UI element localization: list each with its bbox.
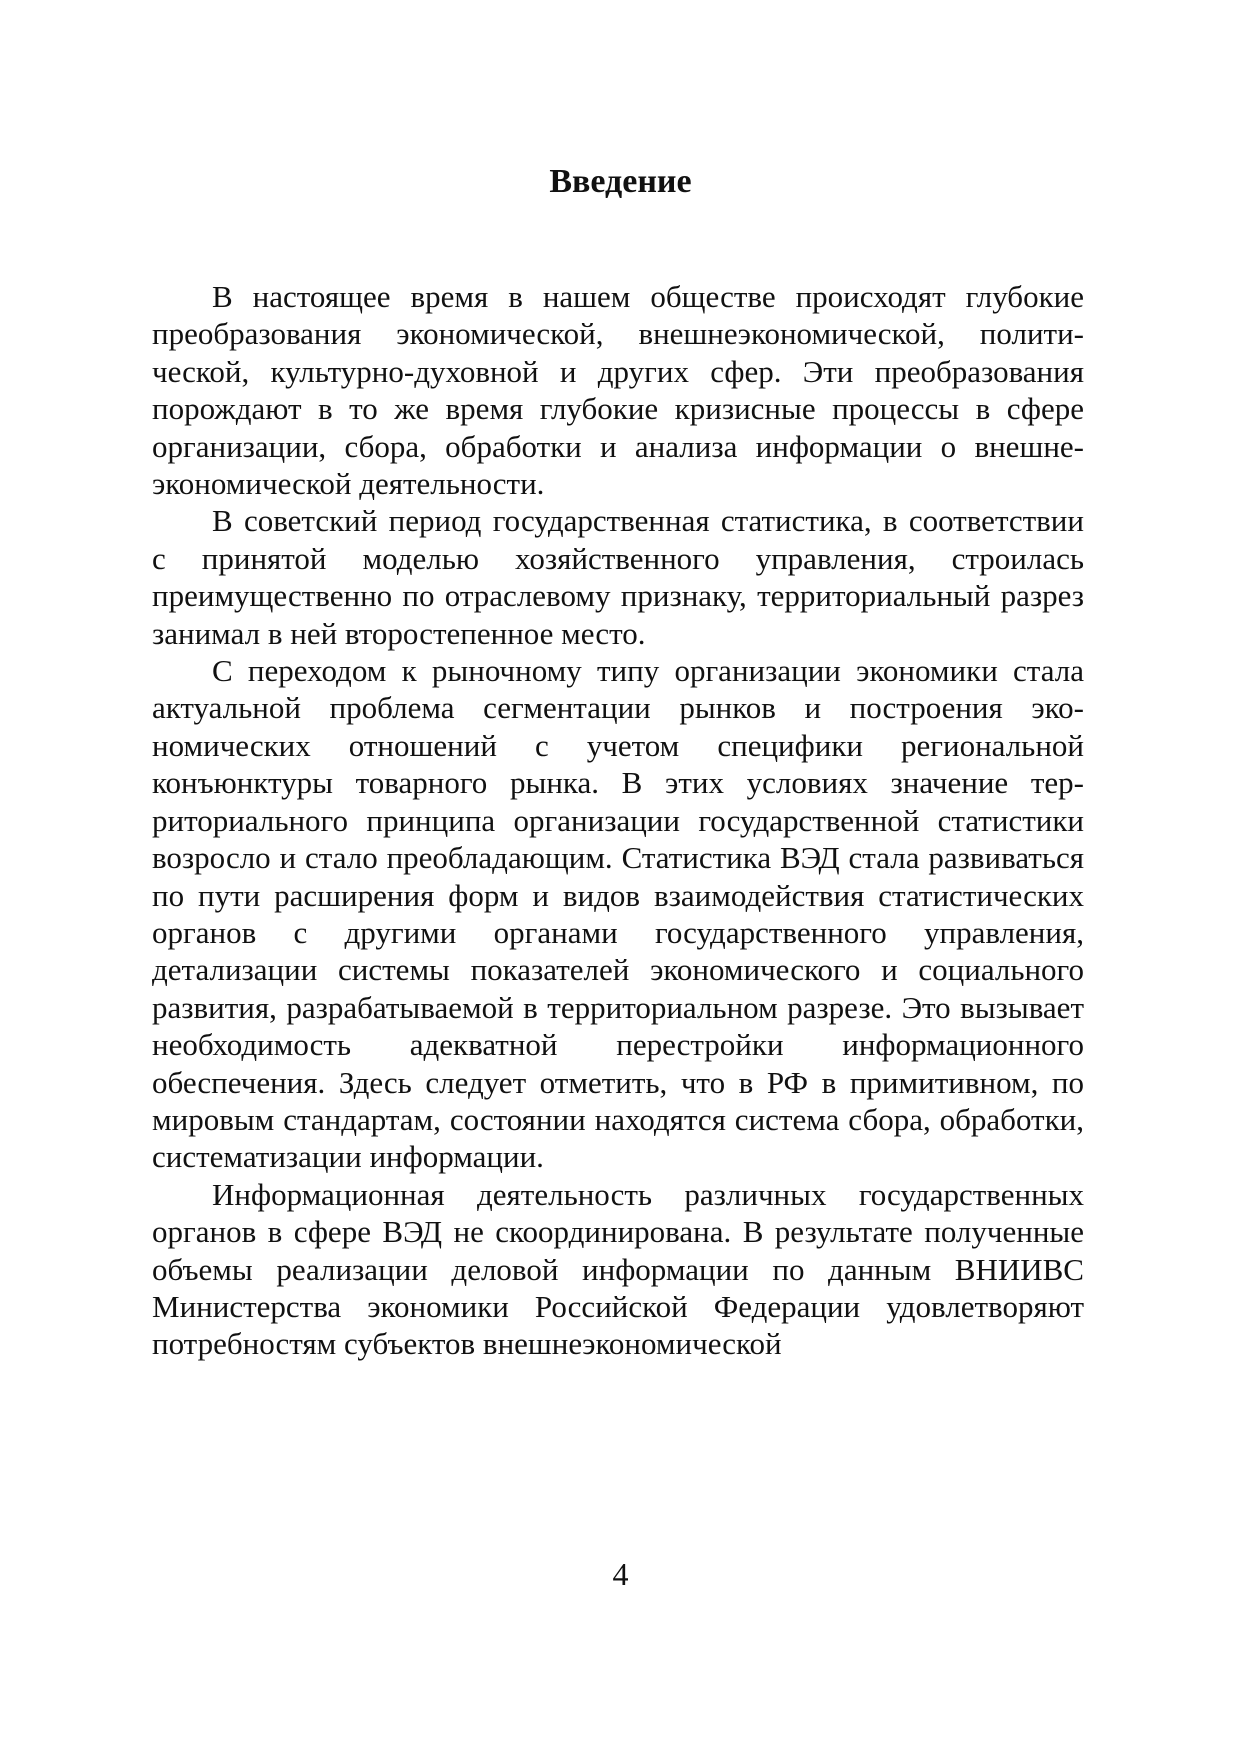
paragraph: С переходом к рыночному типу организации экономики стала актуальной проблема сегментации рынков и построения экономических отношений с учетом специфики региональной конъюнктуры товарного рынка. В этих условиях значение территориального принципа организации государственной статистики возросло и стало преобладающим. Статистика ВЭД стала развиваться по пути расширения форм и видов взаимодействия статистических органов с другими органами государственного управления, детализации системы показателей экономического и социального развития, разрабатываемой в территориальном разрезе. Это вызывает необходимость адекватной перестройки информационного обеспечения. Здесь следует отметить, что в РФ в примитивном, по мировым стандартам, состоянии находятся система сбора, обработки, систематизации информации.	[152, 653, 1084, 1175]
page-number: 4	[612, 1556, 629, 1592]
page-title: Введение	[549, 163, 692, 200]
paragraph: В советский период государственная статистика, в соответствии с принятой моделью хозяйственного управления, строилась преимущественно по отраслевому признаку, территориальный разрез занимал в ней второстепенное место.	[152, 503, 1084, 651]
paragraph: В настоящее время в нашем обществе происходят глубокие преобразования экономической, внешнеэкономической, политической, культурно-духовной и других сфер. Эти преобразования порождают в то же время глубокие кризисные процессы в сфере организации, сбора, обработки и анализа информации о внешнеэкономической деятельности.	[152, 279, 1084, 502]
paragraph: Информационная деятельность различных государственных органов в сфере ВЭД не скоординирована. В результате полученные объемы реализации деловой информации по данным ВНИИВС Министерства экономики Российской Федерации удовлетворяют потребностям субъектов внешнеэкономической	[152, 1176, 1084, 1362]
body-text	[152, 278, 1084, 1363]
